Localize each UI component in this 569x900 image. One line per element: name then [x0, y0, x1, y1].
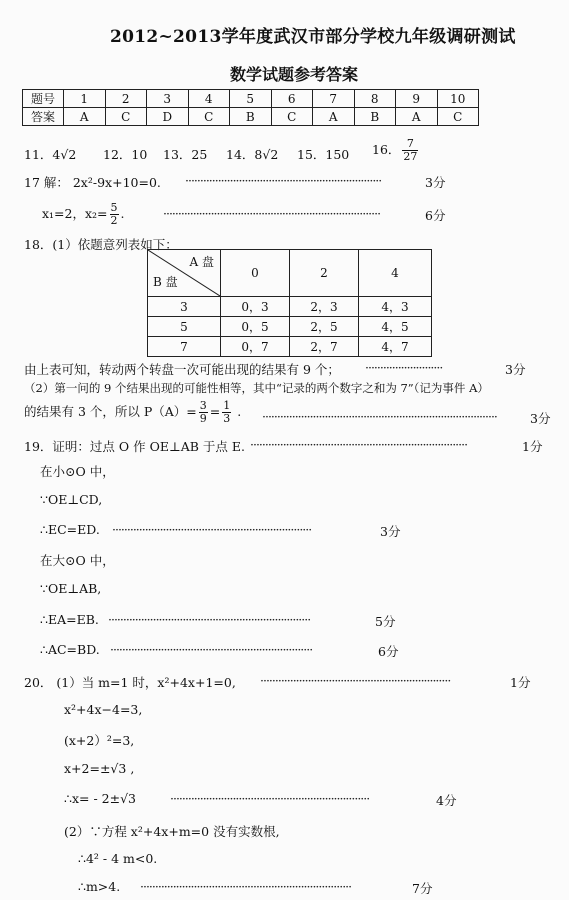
- row-header: 5: [148, 317, 221, 337]
- row-header: 7: [148, 337, 221, 357]
- q19-line6: ∵OE⊥AB,: [40, 581, 102, 596]
- question-number: 2: [105, 90, 147, 108]
- q19-line5: 在大⊙O 中，: [40, 553, 115, 568]
- answer-16: [372, 138, 420, 163]
- q19-score4: 6分: [378, 644, 399, 659]
- answer-table-answer-row: [23, 108, 479, 126]
- table-cell: 4，3: [359, 297, 432, 317]
- q20-line2: x²+4x−4=3,: [64, 702, 143, 717]
- fraction-numerator: 3: [199, 399, 207, 412]
- q18-score1: 3分: [505, 362, 526, 377]
- table-row: [148, 337, 432, 357]
- table-row: [148, 297, 432, 317]
- question-number: 7: [313, 90, 355, 108]
- answer-12: 12．10: [103, 147, 148, 162]
- q18-score2: 3分: [530, 411, 551, 426]
- dot-leader: ···································································: [112, 522, 312, 537]
- answer-cell: C: [105, 108, 147, 126]
- table-cell: 4，5: [359, 317, 432, 337]
- fraction-denominator: 2: [110, 214, 118, 227]
- answer-16-fraction: [402, 138, 418, 163]
- question-number: 5: [230, 90, 272, 108]
- column-header: 4: [359, 250, 432, 297]
- header-a-disc: A 盘: [189, 255, 214, 269]
- q20-score1: 1分: [510, 675, 531, 690]
- q19-line7: ∴EA=EB.: [40, 612, 99, 627]
- fraction-numerator: 5: [110, 201, 118, 214]
- q17-line1: 17 解： 2x²-9x+10=0.: [24, 175, 161, 190]
- q20-score3: 7分: [412, 881, 433, 896]
- q19-line4: ∴EC=ED.: [40, 522, 100, 537]
- answer-cell: A: [396, 108, 438, 126]
- header-b-disc: B 盘: [153, 275, 178, 289]
- outcome-table: [147, 249, 432, 357]
- q20-score2: 4分: [436, 793, 457, 808]
- table-cell: 2，5: [290, 317, 359, 337]
- q19-score3: 5分: [375, 614, 396, 629]
- table-row: [148, 317, 432, 337]
- diagonal-header-cell: [148, 250, 221, 297]
- fraction-denominator: 3: [223, 412, 231, 425]
- answer-cell: C: [271, 108, 313, 126]
- answer-16-label: 16．: [372, 142, 401, 157]
- dot-leader: ··································································: [185, 173, 382, 188]
- fraction-numerator: 1: [223, 399, 231, 412]
- outcome-header-row: [148, 250, 432, 297]
- q17-score2: 6分: [425, 208, 446, 223]
- q20-line4: x+2=±√3 ,: [64, 761, 135, 776]
- answer-15: 15．150: [297, 147, 350, 162]
- table-cell: 0，3: [221, 297, 290, 317]
- column-header: 2: [290, 250, 359, 297]
- question-number: 6: [271, 90, 313, 108]
- header-label: 题号: [23, 90, 64, 108]
- q17-line2-text: x₁=2，x₂=: [42, 206, 108, 221]
- q18-intro: 18．(1）依题意列表如下：: [24, 237, 178, 252]
- answer-14: 14．8√2: [226, 147, 279, 162]
- q18-part2b-text: 的结果有 3 个，所以 P（A）=: [24, 404, 197, 419]
- q19-score1: 1分: [522, 439, 543, 454]
- q19-score2: 3分: [380, 524, 401, 539]
- q19-line1: 19．证明：过点 O 作 OE⊥AB 于点 E.: [24, 439, 245, 454]
- q17-fraction: [110, 202, 119, 227]
- dot-leader: ····································································: [108, 612, 311, 627]
- question-number: 3: [147, 90, 189, 108]
- probability-fraction-simplified: [222, 400, 231, 425]
- table-cell: 0，5: [221, 317, 290, 337]
- dot-leader: ·········································································: [250, 437, 468, 452]
- question-number: 9: [396, 90, 438, 108]
- page-title: 2012~2013学年度武汉市部分学校九年级调研测试: [110, 27, 516, 47]
- q17-score1: 3分: [425, 175, 446, 190]
- q20-line7: ∴4² - 4 m<0.: [78, 851, 158, 866]
- q20-line5: ∴x= - 2±√3: [64, 791, 136, 806]
- table-cell: 4，7: [359, 337, 432, 357]
- dot-leader: ·······································································: [140, 879, 352, 894]
- q19-line2: 在小⊙O 中，: [40, 464, 115, 479]
- q20-line3: (x+2）²=3,: [64, 733, 135, 748]
- fraction-denominator: 27: [403, 150, 418, 163]
- question-number: 8: [354, 90, 396, 108]
- q18-conclusion: 由上表可知，转动两个转盘一次可能出现的结果有 9 个；: [24, 362, 340, 377]
- q20-line6: (2）∵方程 x²+4x+m=0 没有实数根,: [64, 824, 280, 839]
- dot-leader: ································································: [260, 673, 451, 688]
- answer-13: 13．25: [163, 147, 208, 162]
- table-cell: 2，7: [290, 337, 359, 357]
- answer-cell: D: [147, 108, 189, 126]
- answer-cell: A: [313, 108, 355, 126]
- answer-label: 答案: [23, 108, 64, 126]
- table-cell: 0，7: [221, 337, 290, 357]
- answer-cell: B: [230, 108, 272, 126]
- q18-part2b: 的结果有 3 个，所以 P（A）= $\frac{3}{9}$ = $\frac{1}{3}$ .: [24, 399, 242, 425]
- q20-line1: 20． (1）当 m=1 时，x²+4x+1=0,: [24, 675, 236, 690]
- answer-cell: A: [64, 108, 106, 126]
- answer-table: [22, 89, 479, 126]
- answer-11: 11．4√2: [24, 147, 77, 162]
- dot-leader: ···································································: [170, 791, 370, 806]
- q17-line2: x₁=2，x₂= $\frac{5}{2}$ .: [42, 201, 125, 227]
- row-header: 3: [148, 297, 221, 317]
- answer-cell: C: [437, 108, 479, 126]
- answer-table-header-row: [23, 90, 479, 108]
- dot-leader: ··························: [365, 360, 443, 375]
- q19-line3: ∵OE⊥CD,: [40, 492, 103, 507]
- dot-leader: ·········································································: [163, 206, 381, 221]
- question-number: 4: [188, 90, 230, 108]
- q18-part2: （2）第一问的 9 个结果出现的可能性相等，其中“记录的两个数字之和为 7”（记为事件 A）: [24, 381, 489, 395]
- dot-leader: ····································································: [110, 642, 313, 657]
- q20-line8: ∴m>4.: [78, 879, 121, 894]
- answer-cell: C: [188, 108, 230, 126]
- question-number: 1: [64, 90, 106, 108]
- probability-fraction: [199, 400, 208, 425]
- question-number: 10: [437, 90, 479, 108]
- answer-cell: B: [354, 108, 396, 126]
- table-cell: 2，3: [290, 297, 359, 317]
- q19-line8: ∴AC=BD.: [40, 642, 100, 657]
- dot-leader: ···············································································: [262, 409, 497, 424]
- page-subtitle: 数学试题参考答案: [230, 65, 359, 84]
- fraction-numerator: 7: [402, 138, 418, 151]
- column-header: 0: [221, 250, 290, 297]
- fraction-denominator: 9: [199, 412, 207, 425]
